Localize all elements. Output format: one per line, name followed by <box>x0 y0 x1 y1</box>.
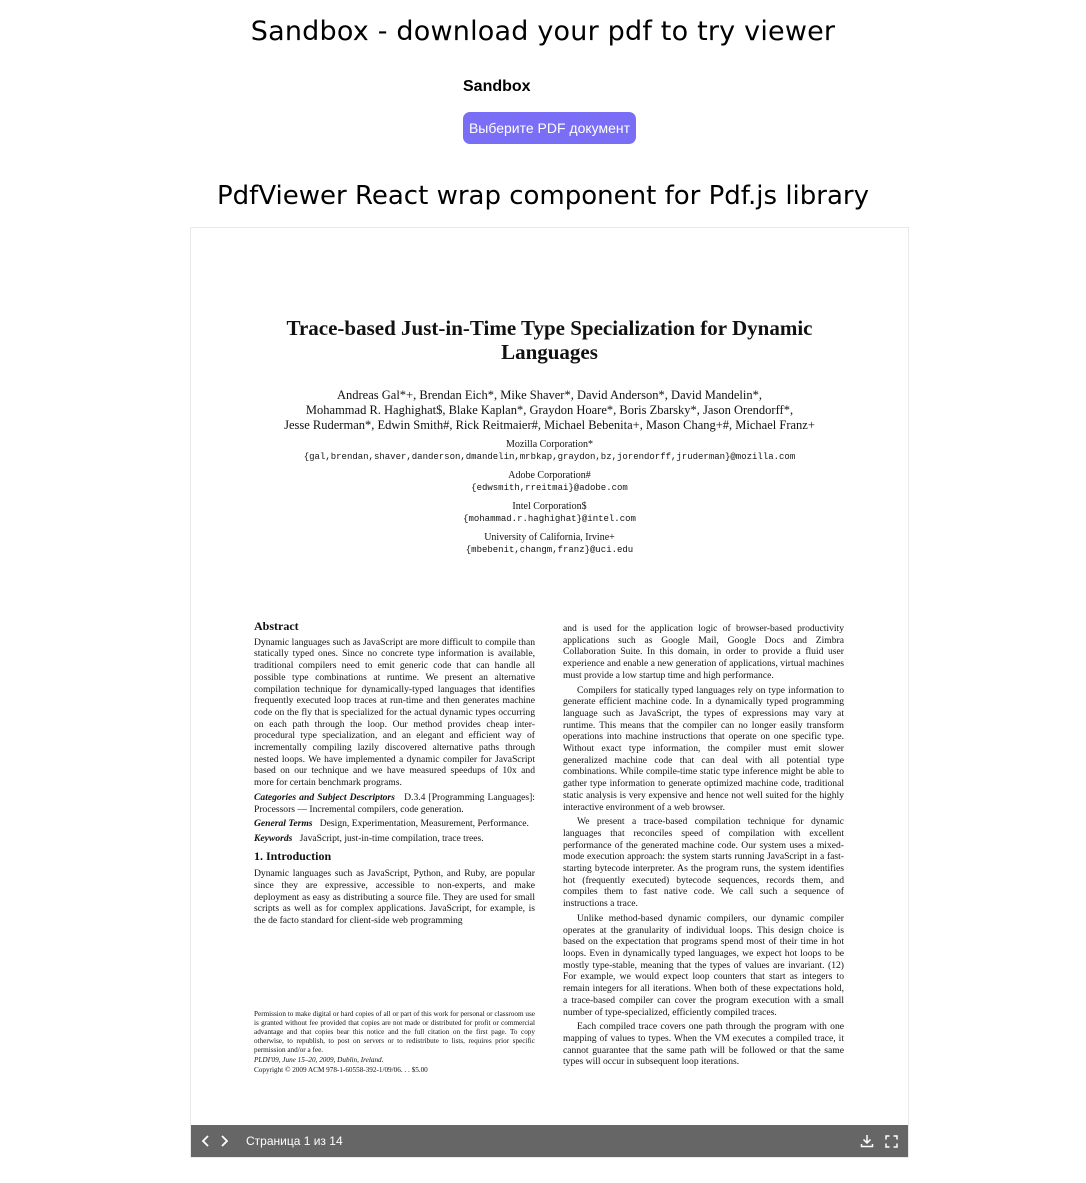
footnote-permission: Permission to make digital or hard copies of all or part of this work for personal or classroom use is granted without fee provided that copies are not made or distributed for profit or commercial advantage and that copies bear this notice and the full citation on the first page. To copy otherwise, to republish, to post on servers or to redistribute to lists, requires prior specific permission and/or a fee. <box>254 1010 535 1054</box>
author-line: Mohammad R. Haghighat$, Blake Kaplan*, Graydon Hoare*, Boris Zbarsky*, Jason Orendorff*, <box>305 403 794 417</box>
right-column <box>563 623 844 1071</box>
paper-title: Trace-based Just-in-Time Type Specialization for Dynamic Languages <box>286 316 813 364</box>
page-title: Sandbox - download your pdf to try viewer <box>250 16 836 47</box>
paragraph: and is used for the application logic of browser-based productivity applications such as Google Mail, Google Docs and Zimbra Collaboration Suite. In this domain, in order to provide a fluid user experience and enable a new generation of applications, virtual machines must provide a low startup time and high performance. <box>563 623 844 681</box>
viewer-toolbar <box>191 1125 908 1157</box>
affiliation-org: Mozilla Corporation* <box>506 439 593 450</box>
paragraph: Unlike method-based dynamic compilers, our dynamic compiler operates at the granularity of individual loops. This design choice is based on the expectation that programs spend most of their time in hot loops. Even in dynamically typed languages, we expect hot loops to be mostly type-stable, meaning that the types of values are invariant. (12) For example, we would expect loop counters that start as integers to remain integers for all iterations. When both of these expectations hold, a trace-based compiler can cover the program execution with a small number of type-specialized, efficiently compiled traces. <box>563 912 844 1018</box>
affiliation-emails: {edwsmith,rreitmai}@adobe.com <box>471 483 628 493</box>
paragraph: Compilers for statically typed languages rely on type information to generate efficient machine code. In a dynamically typed programming language such as JavaScript, the types of expressions may vary at runtime. This means that the compiler can no longer easily transform operations into machine instructions that operate on one specific type. Without exact type information, the compiler must emit slower generalized machine code that can deal with all potential type combinations. While compile-time static type inference might be able to gather type information to generate optimized machine code, traditional static analysis is very expensive and hence not well suited for the highly interactive environment of a web browser. <box>563 684 844 813</box>
intro-heading: 1. Introduction <box>254 848 332 863</box>
general-terms: General Terms Design, Experimentation, Measurement, Performance. <box>254 818 529 830</box>
left-column <box>254 621 535 930</box>
affiliation-emails: {mbebenit,changm,franz}@uci.edu <box>465 545 634 555</box>
affiliation-emails: {mohammad.r.haghighat}@intel.com <box>463 514 636 524</box>
section-title: PdfViewer React wrap component for Pdf.js library <box>217 181 869 211</box>
paragraph: We present a trace-based compilation technique for dynamic languages that reconciles speed of compilation with excellent performance of the generated machine code. Our system uses a mixed-mode execution approach: the system starts running JavaScript in a fast-starting bytecode interpreter. As the program runs, the system identifies hot (frequently executed) bytecode sequences, records them, and compiles them to fast native code. We call such a sequence of instructions a trace. <box>563 816 844 910</box>
affiliation <box>191 501 908 525</box>
chevron-left-icon <box>201 1134 211 1148</box>
affiliation-org: University of California, Irvine+ <box>484 532 615 543</box>
affiliation-emails: {gal,brendan,shaver,danderson,dmandelin,mrbkap,graydon,bz,jorendorff,jruderman}@mozilla.com <box>303 452 796 462</box>
footnote-copyright: Copyright © 2009 ACM 978-1-60558-392-1/09/06. . . $5.00 <box>254 1066 428 1074</box>
affiliation <box>191 439 908 463</box>
prev-page-button[interactable] <box>197 1125 215 1157</box>
author-line: Andreas Gal*+, Brendan Eich*, Mike Shaver*, David Anderson*, David Mandelin*, <box>336 388 762 402</box>
affiliation-org: Adobe Corporation# <box>508 470 591 481</box>
choose-pdf-button[interactable]: Выберите PDF документ <box>463 112 636 144</box>
page-indicator: Страница 1 из 14 <box>246 1134 343 1148</box>
author-line: Jesse Ruderman*, Edwin Smith#, Rick Reitmaier#, Michael Bebenita+, Mason Chang+#, Michael Franz+ <box>284 418 815 432</box>
footnote-venue: PLDI'09, June 15–20, 2009, Dublin, Ireland. <box>254 1056 384 1064</box>
paper-authors <box>191 388 908 433</box>
affiliation-org: Intel Corporation$ <box>512 501 587 512</box>
next-page-button[interactable] <box>215 1125 233 1157</box>
sandbox-label: Sandbox <box>463 78 531 95</box>
download-icon <box>860 1134 874 1148</box>
intro-text: Dynamic languages such as JavaScript, Python, and Ruby, are popular since they are expressive, accessible to non-experts, and make deployment as easy as distributing a source file. They are used for small scripts as well as for complex applications. JavaScript, for example, is the de facto standard for client-side web programming <box>254 868 535 927</box>
abstract-text: Dynamic languages such as JavaScript are more difficult to compile than statically typed ones. Since no concrete type information is available, traditional compilers need to emit generic code that can handle all possible type combinations at runtime. We present an alternative compilation technique for dynamically-typed languages that identifies frequently executed loop traces at run-time and then generates machine code on the fly that is specialized for the actual dynamic types occurring on each path through the loop. Our method provides cheap inter-procedural type specialization, and an elegant and efficient way of incrementally compiling lazily discovered alternative paths through nested loops. We have implemented a dynamic compiler for JavaScript based on our technique and we have measured speedups of 10x and more for certain benchmark programs. <box>254 636 535 789</box>
download-button[interactable] <box>857 1125 877 1157</box>
chevron-right-icon <box>219 1134 229 1148</box>
fullscreen-icon <box>885 1135 898 1148</box>
fullscreen-button[interactable] <box>881 1125 901 1157</box>
abstract-heading: Abstract <box>254 619 299 633</box>
pdf-page <box>191 228 908 1125</box>
keywords: Keywords JavaScript, just-in-time compilation, trace trees. <box>254 832 484 844</box>
paragraph: Each compiled trace covers one path through the program with one mapping of values to types. When the VM executes a compiled trace, it cannot guarantee that the same path will be followed or that the same types will occur in subsequent loop iterations. <box>563 1021 844 1068</box>
categories: Categories and Subject Descriptors D.3.4 [Programming Languages]: Processors — Incremental compilers, code generation. <box>254 791 535 815</box>
affiliation <box>191 532 908 556</box>
affiliation <box>191 470 908 494</box>
pdf-viewer <box>190 227 909 1158</box>
footnote <box>254 1010 535 1076</box>
